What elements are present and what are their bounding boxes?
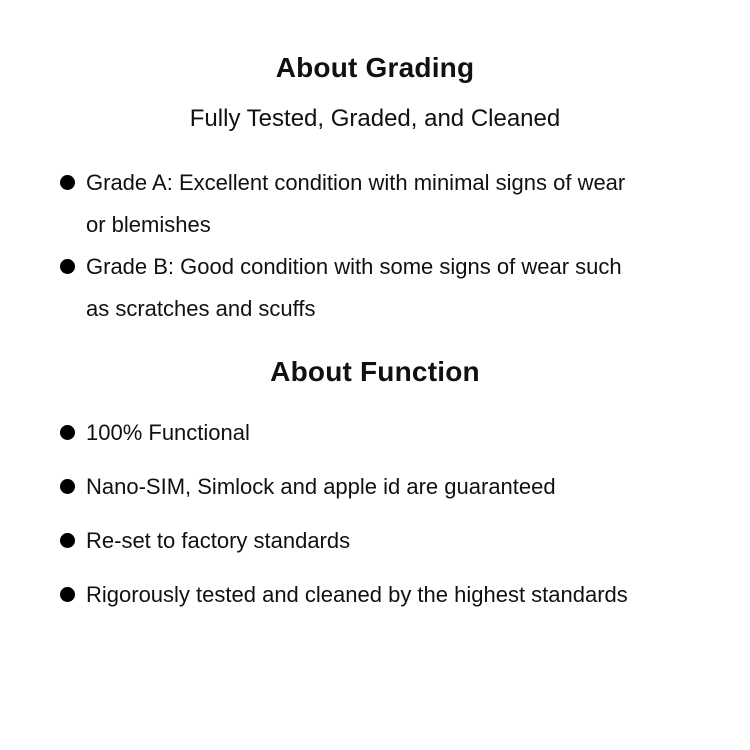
list-item-text: Grade A: Excellent condition with minimal signs of wear or blemishes (86, 170, 626, 237)
function-list (60, 412, 690, 616)
grading-section-title: About Grading (275, 52, 475, 83)
grading-section-subtitle: Fully Tested, Graded, and Cleaned (189, 105, 561, 132)
bullet-icon (60, 587, 75, 602)
list-item-text: Grade B: Good condition with some signs of wear such as scratches and scuffs (86, 254, 622, 321)
list-item (60, 466, 690, 508)
function-section-title: About Function (270, 356, 480, 387)
bullet-icon (60, 479, 75, 494)
bullet-icon (60, 425, 75, 440)
list-item-text: Re-set to factory standards (86, 528, 351, 553)
bullet-icon (60, 259, 75, 274)
grading-list (60, 162, 690, 330)
list-item (60, 574, 690, 616)
list-item (60, 162, 690, 246)
list-item-text: Rigorously tested and cleaned by the highest standards (86, 582, 628, 607)
list-item-text: 100% Functional (86, 420, 250, 445)
list-item (60, 520, 690, 562)
list-item-text: Nano-SIM, Simlock and apple id are guaranteed (86, 474, 556, 499)
bullet-icon (60, 175, 75, 190)
list-item (60, 246, 690, 330)
list-item (60, 412, 690, 454)
bullet-icon (60, 533, 75, 548)
